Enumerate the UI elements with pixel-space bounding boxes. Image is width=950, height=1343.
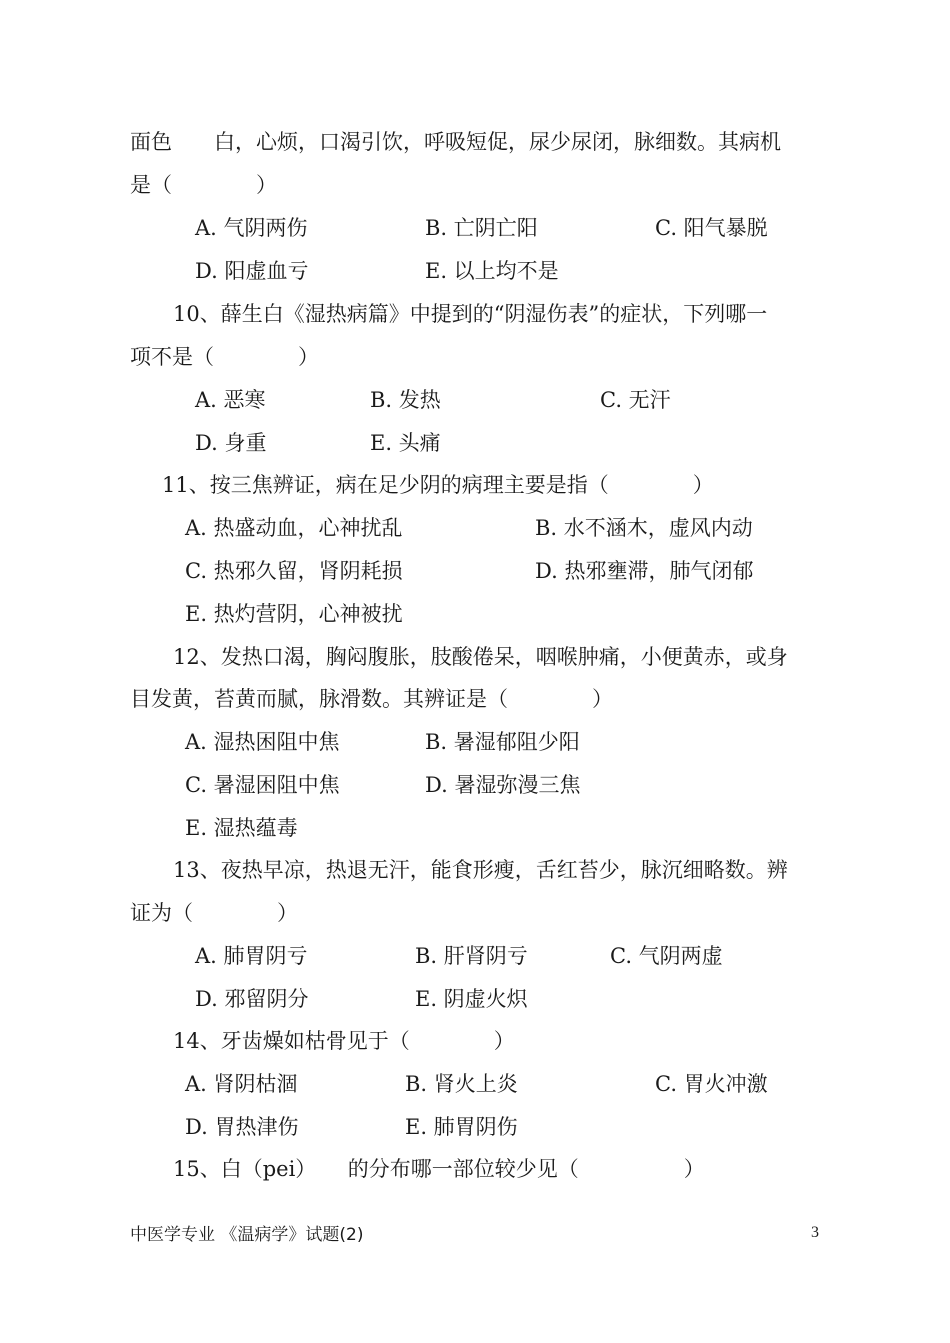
q12-option-d: D. 暑湿弥漫三焦 (425, 773, 581, 797)
q12-line1: 12、发热口渴，胸闷腹胀，肢酸倦呆，咽喉肿痛，小便黄赤，或身 (173, 645, 788, 669)
q13-option-a: A. 肺胃阴亏 (195, 944, 308, 968)
q14-option-b: B. 肾火上炎 (405, 1072, 518, 1096)
q12-option-e: E. 湿热蕴毒 (185, 816, 298, 840)
page-number: 3 (811, 1224, 819, 1241)
q9-option-d: D. 阳虚血亏 (195, 259, 309, 283)
q14-line1: 14、牙齿燥如枯骨见于（ ） (173, 1029, 515, 1053)
q12-option-b: B. 暑湿郁阻少阳 (425, 730, 580, 754)
q12-option-a: A. 湿热困阻中焦 (185, 730, 340, 754)
q9-option-c: C. 阳气暴脱 (655, 216, 768, 240)
q13-line2: 证为（ ） (130, 901, 298, 925)
q13-option-e: E. 阴虚火炽 (415, 987, 528, 1011)
q11-line1: 11、按三焦辨证，病在足少阴的病理主要是指（ ） (162, 473, 714, 497)
q10-option-c: C. 无汗 (600, 388, 671, 412)
q10-option-b: B. 发热 (370, 388, 441, 412)
q11-option-a: A. 热盛动血，心神扰乱 (185, 516, 403, 540)
q15-line1: 15、白（pei） 的分布哪一部位较少见（ ） (173, 1157, 705, 1181)
q9-option-a: A. 气阴两伤 (195, 216, 308, 240)
q11-option-b: B. 水不涵木，虚风内动 (535, 516, 753, 540)
q13-option-d: D. 邪留阴分 (195, 987, 309, 1011)
q10-option-d: D. 身重 (195, 431, 267, 455)
q14-option-c: C. 胃火冲激 (655, 1072, 768, 1096)
q10-line2: 项不是（ ） (130, 345, 319, 369)
q14-option-d: D. 胃热津伤 (185, 1115, 299, 1139)
q9-line2: 是（ ） (130, 173, 277, 197)
q12-option-c: C. 暑湿困阻中焦 (185, 773, 340, 797)
q13-option-b: B. 肝肾阴亏 (415, 944, 528, 968)
q10-option-a: A. 恶寒 (195, 388, 266, 412)
q11-option-c: C. 热邪久留，肾阴耗损 (185, 559, 403, 583)
footer-title: 中医学专业 《温病学》试题(2) (130, 1225, 364, 1245)
q14-option-a: A. 肾阴枯涸 (185, 1072, 298, 1096)
q13-option-c: C. 气阴两虚 (610, 944, 723, 968)
q9-option-e: E. 以上均不是 (425, 259, 559, 283)
q13-line1: 13、夜热早凉，热退无汗，能食形瘦，舌红苔少，脉沉细略数。辨 (173, 858, 788, 882)
q11-option-d: D. 热邪壅滞，肺气闭郁 (535, 559, 754, 583)
q12-line2: 目发黄，苔黄而腻，脉滑数。其辨证是（ ） (130, 687, 613, 711)
q9-line1: 面色 白，心烦，口渴引饮，呼吸短促，尿少尿闭，脉细数。其病机 (130, 130, 781, 154)
q11-option-e: E. 热灼营阴，心神被扰 (185, 602, 403, 626)
q10-option-e: E. 头痛 (370, 431, 441, 455)
q14-option-e: E. 肺胃阴伤 (405, 1115, 518, 1139)
q10-line1: 10、薛生白《湿热病篇》中提到的“阴湿伤表”的症状，下列哪一 (173, 302, 768, 326)
q9-option-b: B. 亡阴亡阳 (425, 216, 538, 240)
